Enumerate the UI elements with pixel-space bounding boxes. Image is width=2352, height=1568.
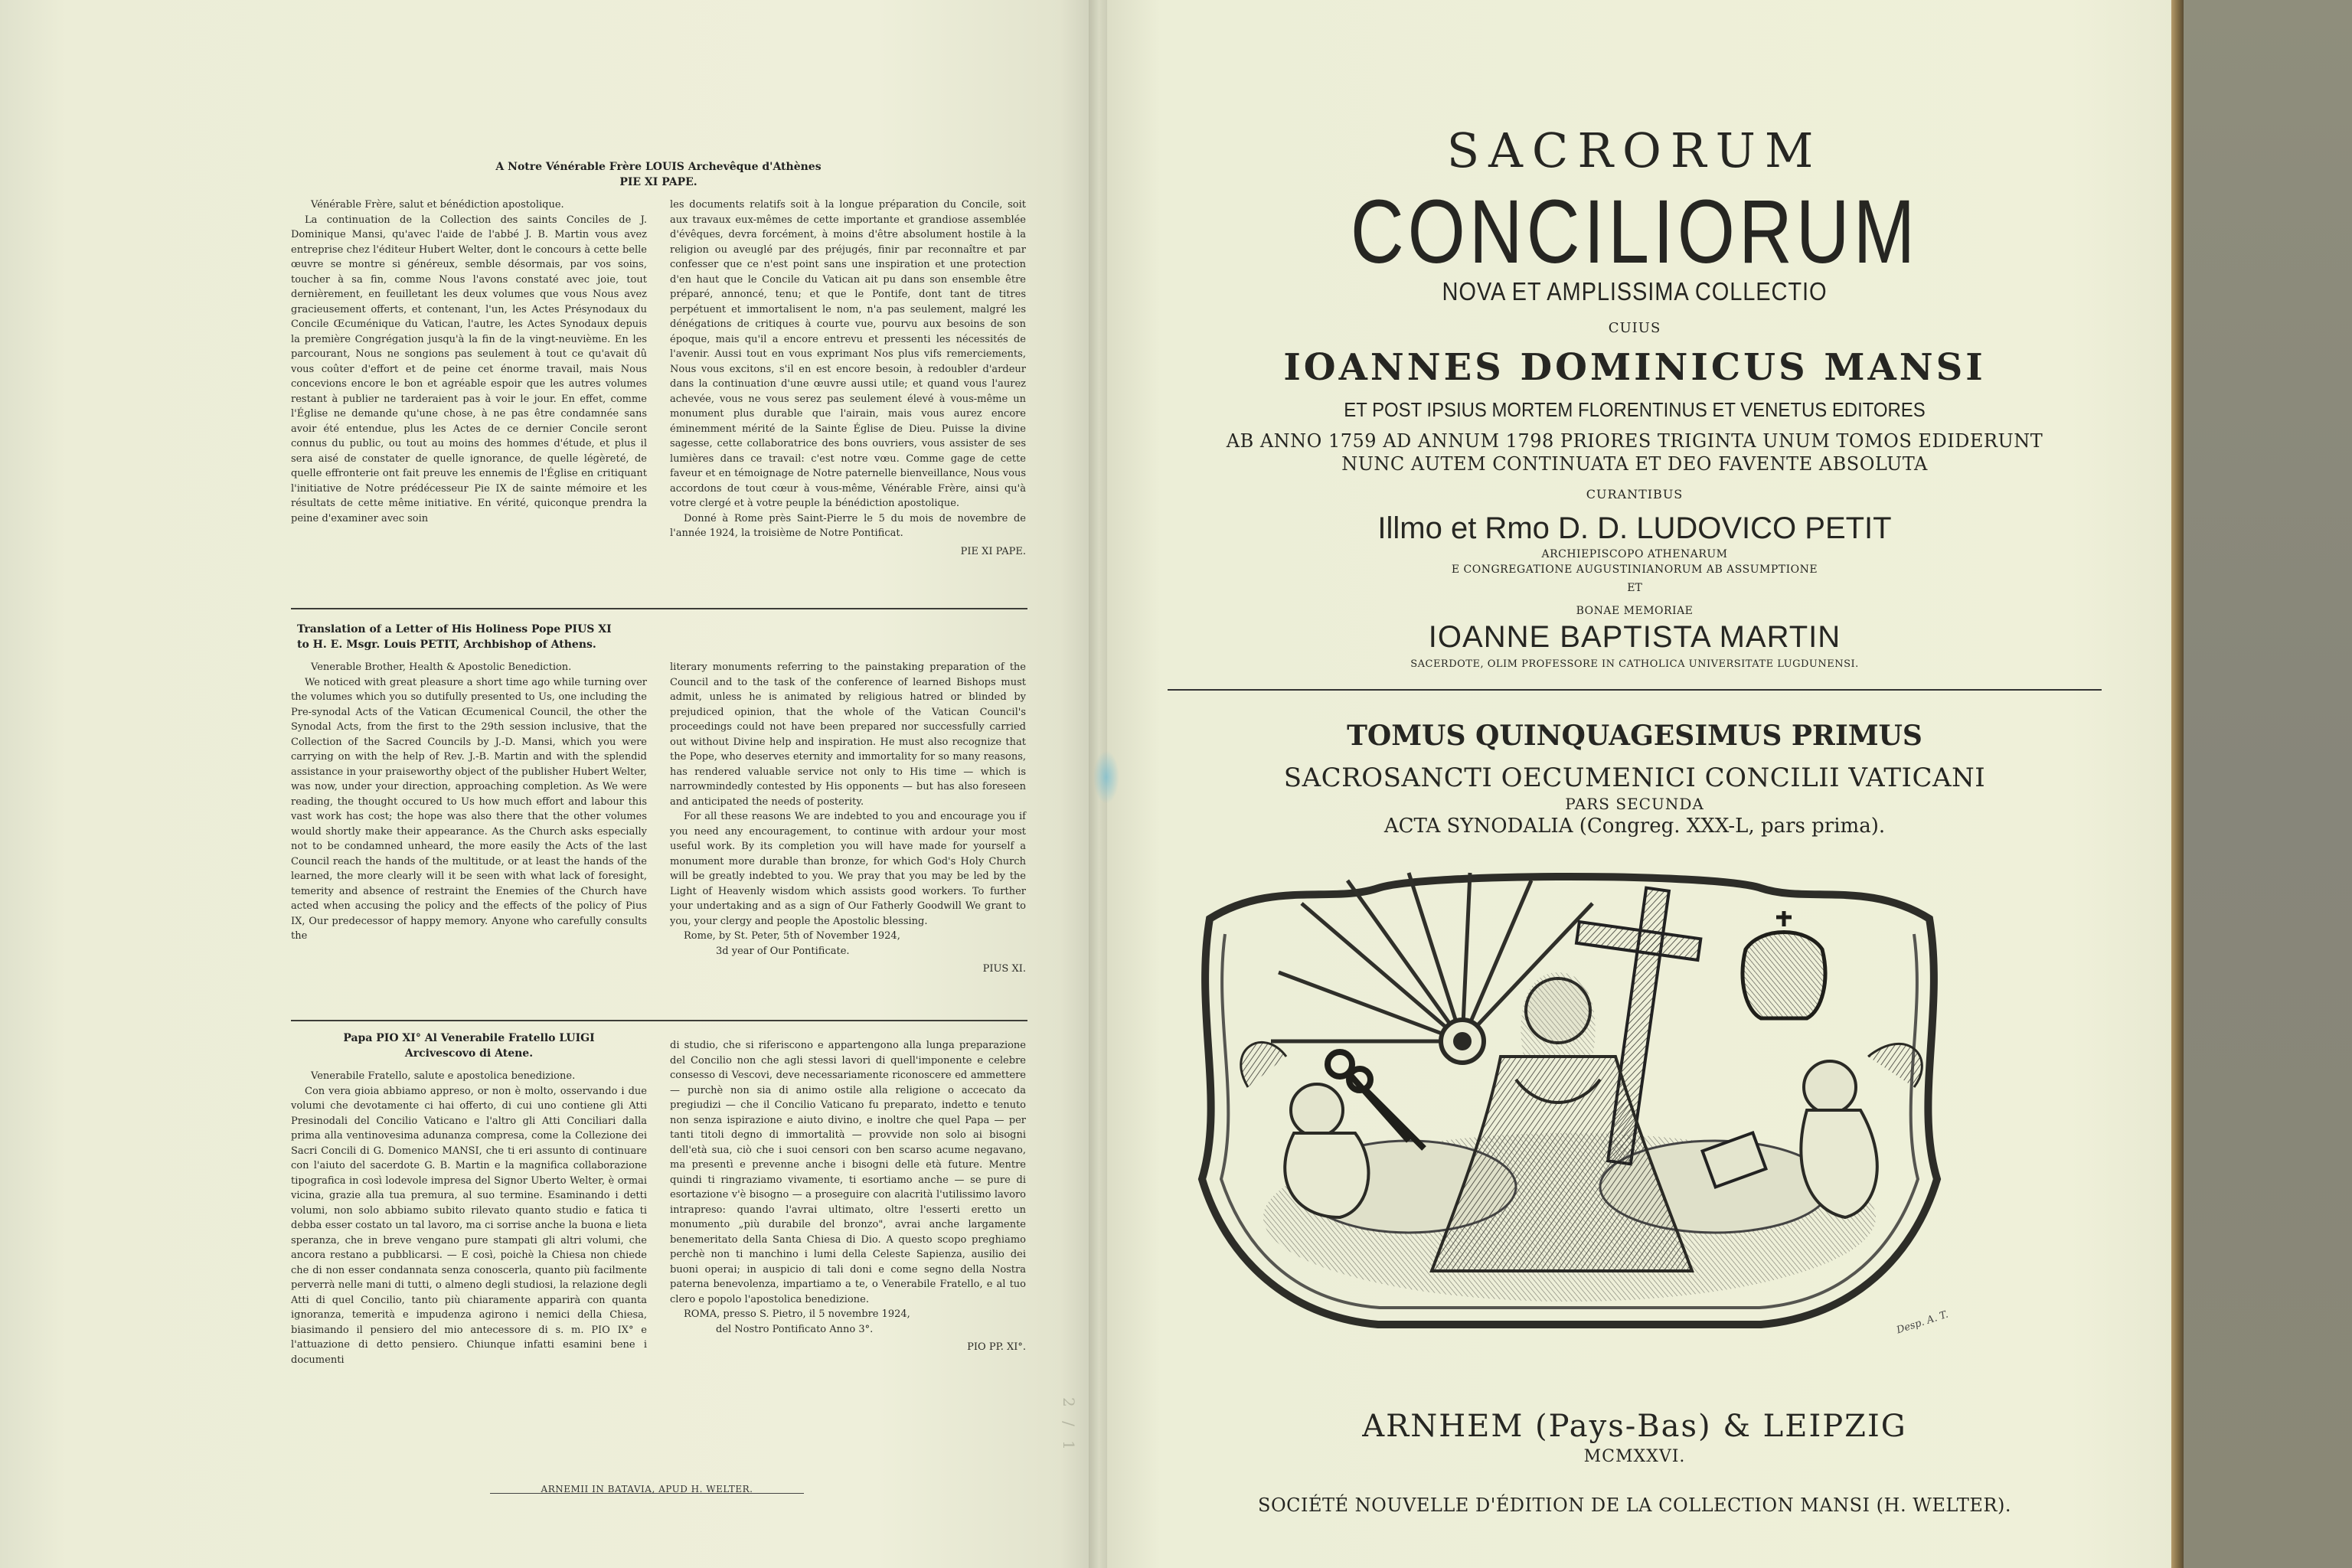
letter-italian-col-2: di studio, che si riferiscono e appartengono alla lunga preparazione del Concilio non che agli stessi lavori di quell'imponente e celebre consesso di Vescovi, deve necessariamente riconoscere ed ammettere — purchè non sia di animo ostile alla religione o accecato da pregiudizi — che il Concilio Vaticano fu preparato, indetto e tenuto non senza ispirazione e aiuto divino, e inoltre che quel Papa — per tanti titoli degno di immortalità — provvide non solo ai bisogni dell'età sua, ciò che i suoi censori con ben scarso acume negavano, ma presentì e prevenne anche i bisogni delle età future. Mentre quindi ti ringraziamo vivamente, ti esortiamo anche — se pure di esortazione v'è bisogno — a proseguire con alacrità l'utilissimo lavoro intrapreso: quando l'avrai ultimato, oltre l'esserti eretto un monumento „più durabile del bronzo", avrai anche largamente benemeritato della Santa Chiesa di Dio. A questo scopo preghiamo perchè non ti manchino i lumi della Celeste Sapienza, ausilio dei buoni operai; in auspicio di tali doni e come segno della Nostra paterna benevolenza, impartiamo a te, o Venerabile Fratello, e al tuo clero e popolo l'apostolica benedizione. ROMA, presso S. Pietro, il 5 novembre 1924, del Nostro Pontificato Anno 3°. PIO PP. XI°. (670, 1038, 1026, 1367)
title-cuius: CUIUS (1608, 320, 1661, 336)
title-subtitle: NOVA ET AMPLISSIMA COLLECTIO (1442, 277, 1828, 305)
title-years-line-2: NUNC AUTEM CONTINUATA ET DEO FAVENTE ABSOLUTA (1341, 453, 1928, 475)
title-pars: PARS SECUNDA (1565, 795, 1704, 813)
printer-footer: ARNEMII IN BATAVIA, APUD H. WELTER. (541, 1484, 753, 1494)
title-tomus: TOMUS QUINQUAGESIMUS PRIMUS (1347, 720, 1922, 752)
letter-english-col-2: literary monuments referring to the painstaking preparation of the Council and to the task of the conference of learned Bishops must admit, unless he is animated by religious hatred or blinded by prejudiced opinion, that the whole of the Vatican Council's proceedings could not have been prepared nor successfully carried out without Divine help and inspiration. He must also recognize that the Pope, who deserves eternity and immortality for so many reasons, has rendered valuable service not only to His time — which is narrowmindedly contested by His opponents — but has also foreseen and anticipated the needs of posterity. For all these reasons We are indebted to you and encourage you if you need any encouragement, to continue with ardour your most useful work. By its completion you will have made for yourself a monument more durable than bronze, for which God's Holy Church will be greatly indebted to you. We pray that you may be led by the Light of Heavenly wisdom which assists good workers. To further your undertaking and as a sign of Our Fatherly Goodwill We grant to you, your clergy and people the Apostolic blessing. Rome, by St. Peter, 5th of November 1924, 3d year of Our Pontificate. PIUS XI. (670, 660, 1026, 977)
letter-italian-signature: PIO PP. XI°. (967, 1341, 1026, 1353)
letter-english-col-1: Venerable Brother, Health & Apostolic Benediction. We noticed with great pleasure a short time ago while turning over the volumes which you so dutifully presented to Us, one including the Pre-synodal Acts of the Vatican Œcumenical Council, the other the Synodal Acts, from the first to the 29th session inclusive, that the Collection of the Sacred Councils by J.-D. Mansi, which you were carrying on with the help of Rev. J.-B. Martin and with the splendid assistance in your praiseworthy object of the publisher Hubert Welter, was now, under your direction, approaching completion. As We were reading, the thought occured to Us how much effort and labour this vast work has cost; the hope was also there that the other volumes would shortly make their appearance. As the Church asks especially not to be condamned unheard, the more easily the Acts of the last Council reach the hands of the multitude, or at least the hands of the learned, the more clearly will it be seen with what lack of foresight, temerity and absence of restraint the Enemies of the Church have acted when accusing the policy and the effects of the policy of Pius IX, Our predecessor of happy memory. Anyone who carefully consults the (291, 662, 647, 942)
right-angel (1804, 1061, 1856, 1113)
letter-italian (291, 1031, 1026, 1367)
letter-french-col-1: Vénérable Frère, salut et bénédiction apostolique. La continuation de la Collection des saints Conciles de J. Dominique Mansi, qu'avec l'aide de l'abbé J. B. Martin vous avez entreprise chez l'éditeur Hubert Welter, dont le concours à cette belle œuvre se montre si généreux, semble désormais, par vos soins, toucher à sa fin, comme Nous l'avons constaté avec joie, tout dernièrement, en feuilletant les deux volumes que vous Nous avez gracieusement offerts, et contenant, l'un, les Actes Présynodaux du Concile Œcuménique du Vatican, l'autre, les Actes Synodaux depuis la première Congrégation jusqu'à la fin de la vingt-neuvième. En les parcourant, Nous ne songions pas seulement à tout ce qu'avait dû vous coûter d'effort et de peine cet énorme travail, mais Nous concevions encore le bon et agréable espoir que les autres volumes restant à publier ne tarderaient pas à voir le jour. En effet, comme l'Église ne demande qu'une chose, à ne pas être condamnée sans avoir été entendue, plus les Actes de ce dernier Concile seront connus du public, ou tout au moins des hommes d'étude, et plus il sera aisé de constater de quelle ignorance, de quelle légèreté, de quelle effronterie ont fait preuve les ennemis de l'Église en critiquant l'initiative de Notre prédécesseur Pie IX de sainte mémoire et les résultats de cette même initiative. En vérité, quiconque prendra la peine d'examiner avec soin (291, 199, 647, 524)
title-editor-martin: IOANNE BAPTISTA MARTIN (1428, 620, 1841, 654)
papal-tiara-icon (1743, 933, 1825, 1019)
letter-english-signature: PIUS XI. (982, 963, 1026, 975)
page-stain (1093, 750, 1119, 804)
title-sacrorum: SACRORUM (1446, 122, 1823, 178)
letter-italian-heading: Papa PIO XI° Al Venerabile Fratello LUIGI Arcivescovo di Atene. (343, 1032, 595, 1060)
figure-robe (1432, 1057, 1692, 1271)
title-years-line-1: AB ANNO 1759 AD ANNUM 1798 PRIORES TRIGINTA UNUM TOMOS EDIDERUNT (1226, 430, 2043, 452)
desk-background (2184, 0, 2352, 1568)
letter-english-heading: Translation of a Letter of His Holiness Pope PIUS XI to H. E. Msgr. Louis PETIT, Archbishop of Athens. (297, 623, 612, 651)
letter-french-heading: A Notre Vénérable Frère LOUIS Archevêque d'Athènes PIE XI PAPE. (495, 161, 822, 188)
allegorical-engraving (1179, 858, 1960, 1348)
title-conciliorum: CONCILIORUM (1350, 181, 1919, 283)
letter-french-signature: PIE XI PAPE. (960, 545, 1026, 557)
title-et: ET (1627, 582, 1642, 594)
imprint-year: MCMXXVI. (1583, 1447, 1686, 1466)
title-bonae-memoriae: BONAE MEMORIAE (1576, 605, 1694, 617)
divider-rule (291, 608, 1027, 609)
engraver-signature: Desp. A. T. (1895, 1308, 1950, 1337)
imprint-place: ARNHEM (Pays-Bas) & LEIPZIG (1362, 1409, 1907, 1444)
letter-french-col-2: les documents relatifs soit à la longue préparation du Concile, soit aux travaux eux-mêmes de cette importante et grandiose assemblée d'évêques, devra forcément, à moins d'être absolument hostile à la religion ou aveuglé par des préjugés, finir par reconnaître et par confesser que ce n'est point sans une inspiration et une protection d'en haut que le Concile du Vatican ait pu dans son ensemble être préparé, annoncé, tenu; et que le Pontife, dont tant de titres perpétuent et immortalisent le nom, n'a pas seulement, malgré les dénégations de critiques à courte vue, pourvu aux besoins de son époque, mais qu'il a encore entrevu et pressenti les nécessités de l'avenir. Aussi tout en vous exprimant Nos plus vifs remerciements, Nous vous excitons, s'il en est encore besoin, à redoubler d'ardeur dans la continuation d'une œuvre aussi utile; et quand vous l'aurez achevée, vous ne vous serez pas seulement élevé à vous-même un monument plus durable que l'airain, mais vous aurez encore éminemment mérité de la Sainte Église de Dieu. Puisse la divine sagesse, cette collaboratrice des bons ouvriers, vous assister de ses lumières dans ce travail: c'est notre vœu. Comme gage de cette faveur et en témoignage de Notre paternelle bienveillance, Nous vous accordons de tout cœur à vous-même, Vénérable Frère, ainsi qu'à votre clergé et à votre peuple la bénédiction apostolique. Donné à Rome près Saint-Pierre le 5 du mois de novembre de l'année 1924, la troisième de Notre Pontificat. PIE XI PAPE. (670, 198, 1026, 559)
letter-english (291, 622, 1026, 977)
margin-pencil-marks: 2 / 1 (1060, 1397, 1078, 1455)
title-editor-petit: Illmo et Rmo D. D. LUDOVICO PETIT (1377, 511, 1892, 545)
letter-italian-col-1: Venerabile Fratello, salute e apostolica benedizione. Con vera gioia abbiamo appreso, or non è molto, osservando i due volumi che devotamente ci hai offerto, di cui uno contiene gli Atti Presinodali del Concilio Vaticano e l'altro gli Atti Conciliari dalla prima alla ventinovesima adunanza compresa, come la Collezione dei Sacri Concili di G. Domenico MANSI, che ti eri assunto di continuare con l'aiuto del sacerdote G. B. Martin e la magnifica collaborazione tipografica in così lodevole impresa del Signor Uberto Welter, è ormai vicina, grazie alla tua premura, al suo termine. Esaminando i detti volumi, non solo abbiamo subito rilevato quanto studio e fatica ti debba esser costato un tal lavoro, ma ci sorrise anche la buona e lieta speranza, che in breve vengano pure stampati gli altri volumi, che ancora restano a pubblicarsi. — E così, poichè la Chiesa non chiede che di non esser condannata senza conoscerla, quanto più facilmente perverrà nelle mani di tutti, o almeno degli studiosi, la relazione degli Atti di quel Concilio, tanto più chiaramente apparirà con quanta ignoranza, temerità e impudenza agirono i nemici della Chiesa, biasimando il pensiero del mio antecessore di s. m. PIO IX° e l'attuazione di detto pensiero. Chiunque infatti esamini bene i documenti (291, 1070, 647, 1366)
title-archiepiscopo: ARCHIEPISCOPO ATHENARUM (1541, 548, 1728, 560)
left-angel (1291, 1084, 1343, 1136)
title-sacerdote: SACERDOTE, OLIM PROFESSORE IN CATHOLICA UNIVERSITATE LUGDUNENSI. (1410, 658, 1859, 670)
imprint-publisher: SOCIÉTÉ NOUVELLE D'ÉDITION DE LA COLLECTION MANSI (H. WELTER). (1258, 1494, 2011, 1516)
title-author-mansi: IOANNES DOMINICUS MANSI (1283, 346, 1986, 389)
title-council: SACROSANCTI OECUMENICI CONCILII VATICANI (1283, 763, 1986, 793)
title-congregatione: E CONGREGATIONE AUGUSTINIANORUM AB ASSUMPTIONE (1451, 564, 1818, 576)
letter-french (291, 159, 1026, 559)
title-divider-rule (1168, 689, 2102, 691)
title-curantibus: CURANTIBUS (1586, 487, 1684, 501)
book-cover-edge (2171, 0, 2184, 1568)
title-acta: ACTA SYNODALIA (Congreg. XXX-L, pars prima). (1383, 815, 1886, 838)
title-editores: ET POST IPSIUS MORTEM FLORENTINUS ET VENETUS EDITORES (1344, 398, 1926, 421)
divider-rule (291, 1020, 1027, 1021)
